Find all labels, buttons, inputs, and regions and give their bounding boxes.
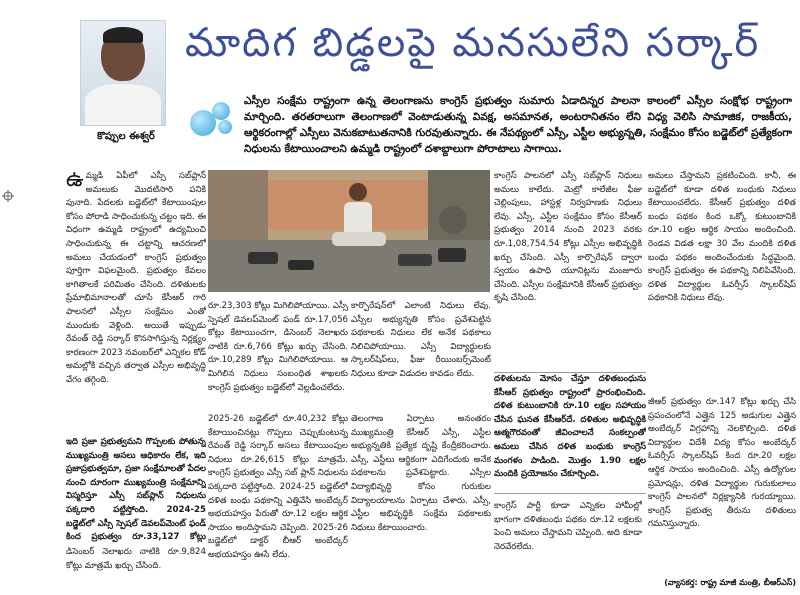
column-4-upper: కాంగ్రెస్ పాలనలో ఎస్సీ సబ్‌ప్లాన్ నిధులు అమలు కాలేదు. మెట్రో కాలేజీల ఫీజు చెల్లింపులు, హాస్టళ్ల నిర్వహణకు నిధులు లేవు. ఎస్సీ, ఎస్టీల సంక్షేమం కోసం కేసీఆర్ ప్రభుత్వం 2014 నుంచి 2023 వరకు రూ.1,08,754.54 కోట్లు ఎస్సీల అభివృద్ధికి ఖర్చు చేసింది. ఎస్సీ కార్పొరేషన్ ద్వారా స్వయం ఉపాధి యూనిట్లను మంజూరు చేసింది. ఎస్సీల సంక్షేమానికి కేసీఆర్ ప్రభుత్వం కృషి చేసింది. bbox=[494, 171, 642, 304]
decorative-drops-icon bbox=[188, 98, 236, 138]
column-1-tail: డిసెంబర్ నెలాఖరు నాటికి రూ.9,824 కోట్లు మాత్రమే ఖర్చు చేసింది. bbox=[66, 547, 206, 571]
author-credit: (వ్యాసకర్త: రాష్ట్ర మాజీ మంత్రి, బీఆర్ఎస్) bbox=[664, 578, 796, 587]
registration-mark-icon bbox=[2, 190, 14, 202]
column-1-text: మ్మడి ఏపీలో ఎస్సీ సబ్‌ప్లాన్ అమలుకు మొదటిసారి పనికి పునాది. పేదలకు బడ్జెట్‌లో కేటాయింపుల కోసం పోరాడి సాధించుకున్న చట్టం ఇది. ఈ విధంగా ఉమ్మడి రాష్ట్రంలో ఉద్యమించి సాధించుకున్న ఈ చట్టాన్ని ఆచరణలో అమలు చేయడంలో కాంగ్రెస్ ప్రభుత్వం పూర్తిగా విఫలమైంది. ప్రభుత్వం కేవలం కాగితాలకే పరిమితం చేసింది. దళితులకు ప్రేమాభిమానాలతో చూసే కేసీఆర్ గారి పాలనలో ఎస్సీల సంక్షేమం ఎంతో ముందుకు వెళ్లింది. అయితే ఇప్పుడు రేవంత్ రెడ్డి సర్కార్ కొనసాగిస్తున్న నిర్లక్ష్యం కారణంగా 2023 నవంబర్‌లో ఎన్నికల కోడ్ అమల్లోకి వచ్చిన తర్వాత ఎస్సీల అభివృద్ధి వేగం తగ్గింది. bbox=[66, 171, 206, 385]
pull-quote-right: దళితులను మోసం చేస్తూ దళితబంధును కేసీఆర్ ప్రభుత్వం రాష్ట్రంలో ప్రారంభించింది. దళిత కుటుంబానికి రూ.10 లక్షల సహాయం చేసిన ఘనత కేసీఆర్‌దే. దళితుల అభివృద్ధికి ఆత్మగౌరవంతో జీవించాలనే సంకల్పంతో అమలు చేసిన దళిత బంధుకు కాంగ్రెస్ మంగళం పాడింది. మొత్తం 1.90 లక్షల మందికి ప్రయోజనం చేకూర్చింది. bbox=[494, 372, 646, 494]
pull-quote-left: ఇది ప్రజా ప్రభుత్వమని గొప్పలకు పోతున్న ముఖ్యమంత్రి అసలు ఆధికారం లేక, ఇది ప్రజాప్రభుత్వమా, ప్రజా సంక్షేమాలతో పేదల నుంచి దూరంగా ముఖ్యమంత్రి సంక్షేమాన్ని విస్మరిస్తూ ఎస్సీ సబ్‌ప్లాన్ నిధులను పక్కదారి పట్టిస్తోంది. 2024-25 బడ్జెట్‌లో ఎస్సీ స్పెషల్ డెవలప్‌మెంట్ ఫండ్ కింద ప్రభుత్వం రూ.33,127 కోట్లు bbox=[66, 437, 206, 543]
column-3-lower: తెలంగాణ ఏర్పాటు అనంతరం ముఖ్యమంత్రి కేసీఆర్ ఎస్సీ, ఎస్టీల అభ్యున్నతికి ప్రత్యేక దృష్టి కేంద్రీకరించారు. ఎస్సీ, ఎస్టీలు ఆర్థికంగా ఎదిగేందుకు అనేక పథకాలను ప్రవేశపెట్టారు. ఎస్సీల విద్యాభివృద్ధి కోసం గురుకుల విద్యాలయాలను ఏర్పాటు చేశారు. ఎస్సీ, ఎస్టీల అభివృద్ధికి సంక్షేమ పథకాలకు నిధులు కేటాయించారు. bbox=[351, 414, 491, 533]
article-summary bbox=[244, 93, 792, 157]
author-name: కొప్పుల ఈశ్వర్ bbox=[97, 131, 155, 142]
column-1 bbox=[66, 170, 206, 426]
column-3-upper: కార్పొరేషన్‌లో ఎలాంటి నిధులు లేవు. ఎస్సీల అభ్యున్నతి కోసం ప్రవేశపెట్టిన పథకాలకు నిధులు లేక అనేక పథకాలు నిలిచిపోయాయి. ఎస్సీ విద్యార్థులకు స్కాలర్‌షిప్‌లు, ఫీజు రీయింబర్స్‌మెంట్ నిధులు కూడా విడుదల కావడం లేదు. bbox=[351, 301, 491, 379]
column-2-upper: రూ.23,303 కోట్లు మిగిలిపోయాయి. ఎస్సీ స్పెషల్ డెవలప్‌మెంట్ ఫండ్ రూ.17,056 కోట్లు కేటాయించగా, డిసెంబర్ నెలాఖరు నాటికి రూ.6,766 కోట్లు ఖర్చు చేసింది. రూ.10,289 కోట్లు మిగిలిపోయాయి. ఆ మిగిలిన నిధులు సంబంధిత శాఖలకు కాంగ్రెస్ ప్రభుత్వం బడ్జెట్‌లో వెల్లడించలేదు. bbox=[208, 301, 348, 393]
summary-text: ఎస్సీల సంక్షేమ రాష్ట్రంగా ఉన్న తెలంగాణను కాంగ్రెస్ ప్రభుత్వం సుమారు ఏడాదిన్నర పాలనా కాలంలో ఎస్సీల సంక్షోభ రాష్ట్రంగా మార్చింది. తరతరాలుగా తెలంగాణలో వెంటాడుతున్న వివక్ష, అసమానత, అంటరానితనం లేని విధ్య వెలిసి సామాజిక, రాజకీయ, ఆర్థికరంగాల్లో ఎస్సీలు వెనుకబాటుతనానికి గురవుతున్నారు. ఈ నేపథ్యంలో ఎస్సీ, ఎస్టీల అభ్యున్నతి, సంక్షేమం కోసం బడ్జెట్‌లో ప్రత్యేకంగా నిధులను కేటాయించాలని ఉమ్మడి రాష్ట్రంలో దశాబ్దాలుగా పోరాటాలు సాగాయి. bbox=[244, 95, 792, 155]
author-photo bbox=[80, 20, 166, 126]
column-4-lower: కాంగ్రెస్ పార్టీ కూడా ఎన్నికల హామీల్లో భాగంగా దళితబంధు పథకం రూ.12 లక్షలకు పెంచి అమలు చేస్తామని చెప్పింది. అది కూడా నెరవేరలేదు. bbox=[494, 501, 642, 552]
column-5-lower: జీఆర్ ప్రభుత్వం రూ.147 కోట్లు ఖర్చు చేసి ప్రపంచంలోనే ఎత్తైన 125 అడుగుల ఎత్తైన అంబేద్కర్ విగ్రహాన్ని నెలకొల్పింది. దళిత విద్యార్థుల విదేశీ విద్య కోసం అంబేద్కర్ ఓవర్సీస్ స్కాలర్‌షిప్ కింద రూ.20 లక్షల ఆర్థిక సాయం అందించింది. ఎస్సీ ఉద్యోగుల ప్రమోషన్లు, దళిత విద్యార్థుల గురుకులాలు కాంగ్రెస్ పాలనలో నిర్లక్ష్యానికి గురయ్యాయి. కాంగ్రెస్ ప్రభుత్వ తీరును దళితులు గమనిస్తున్నారు. bbox=[648, 397, 796, 530]
headline: మాదిగ బిడ్డలపై మనసులేని సర్కార్ bbox=[185, 20, 761, 66]
column-5-upper: అమలు చేస్తామని ప్రకటించింది. కానీ, ఈ బడ్జెట్‌లో కూడా దళిత బంధుకు నిధులు కేటాయించలేదు. కేసీఆర్ ప్రభుత్వం దళిత బంధు పథకం కింద ఒక్కో కుటుంబానికి రూ.10 లక్షల ఆర్థిక సాయం అందించింది. రెండవ విడత లక్షా 30 వేల మందికి దళిత బంధు పథకం అందించేందుకు సిద్ధమైంది. కాంగ్రెస్ ప్రభుత్వం ఈ పథకాన్ని నిలిపివేసింది. దళిత విద్యార్థుల ఓవర్సీస్ స్కాలర్‌షిప్ పథకానికి నిధులు లేవు. bbox=[648, 171, 796, 304]
column-2-lower: 2025-26 బడ్జెట్‌లో రూ.40,232 కోట్లు కేటాయించినట్లు గొప్పలు చెప్పుకుంటున్న రేవంత్ రెడ్డి సర్కార్ అసలు కేటాయింపుల నిధులు రూ.26,615 కోట్లు మాత్రమే. కాంగ్రెస్ ప్రభుత్వం ఎస్సీ సబ్ ప్లాన్ నిధులను పక్కదారి పట్టిస్తోంది. 2024-25 బడ్జెట్‌లో దళిత బంధు పథకాన్ని ఎత్తివేసి అంబేద్కర్ అభయహస్తం పేరుతో రూ.12 లక్షల ఆర్థిక సాయం అందిస్తామని చెప్పింది. 2025-26 బడ్జెట్‌లో డాక్టర్ బీఆర్ అంబేద్కర్ అభయహస్తం ఊసే లేదు. bbox=[208, 414, 348, 560]
news-photo bbox=[208, 170, 490, 292]
drop-cap: ఉ bbox=[66, 170, 84, 192]
